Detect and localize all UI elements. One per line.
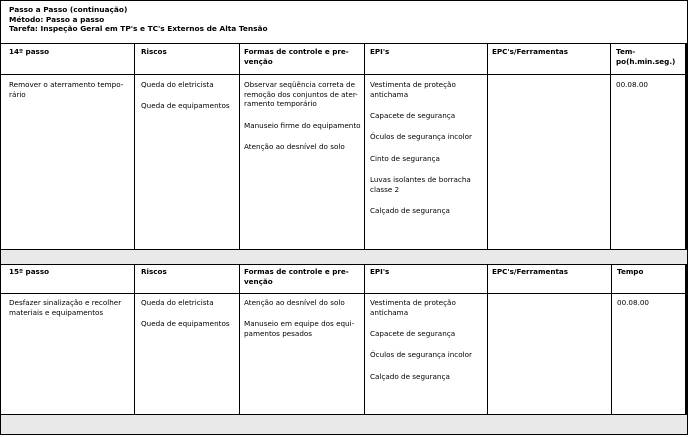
document-header — [9, 5, 268, 34]
risks-list — [141, 298, 230, 329]
step-description: Desfazer sinalização e recolher materiais e equipamentos — [9, 298, 122, 317]
risks-heading: Riscos — [141, 47, 167, 56]
column-divider — [364, 43, 365, 249]
step-description: Remover o aterramento tempo- rário — [9, 80, 124, 99]
header-title: Passo a Passo (continuação) — [9, 5, 128, 14]
column-divider — [134, 264, 135, 414]
risks-heading: Riscos — [141, 267, 167, 276]
column-divider — [239, 43, 240, 249]
list-item: Vestimenta de proteção antichama — [370, 298, 456, 317]
section-separator — [1, 249, 687, 264]
epc-heading: EPC's/Ferramentas — [492, 267, 569, 276]
divider — [1, 293, 687, 294]
header-method: Método: Passo a passo — [9, 14, 105, 24]
epi-heading: EPI's — [370, 267, 390, 276]
risks-list — [141, 80, 230, 111]
step-heading: 15º passo — [9, 267, 50, 276]
list-item: Queda de equipamentos — [141, 319, 230, 329]
list-item: Atenção ao desnível do solo — [244, 298, 345, 307]
list-item: Vestimenta de proteção antichama — [370, 80, 456, 99]
divider — [1, 414, 687, 415]
divider — [1, 249, 687, 250]
step-heading: 14º passo — [9, 47, 50, 56]
time-value: 00.08.00 — [617, 298, 650, 307]
list-item: Cinto de segurança — [370, 153, 440, 163]
list-item: Queda do eletricista — [141, 80, 214, 89]
controls-list — [244, 80, 361, 152]
column-divider — [239, 264, 240, 414]
time-heading: Tem- po(h.min.seg.) — [616, 47, 676, 66]
list-item: Luvas isolantes de borracha classe 2 — [370, 175, 471, 194]
divider — [1, 264, 687, 265]
epi-heading: EPI's — [370, 47, 390, 56]
controls-heading: Formas de controle e pre- venção — [244, 267, 349, 286]
divider — [1, 74, 687, 75]
column-divider — [364, 264, 365, 414]
list-item: Manuseio em equipe dos equi- pamentos pesados — [244, 319, 355, 338]
controls-heading: Formas de controle e pre- venção — [244, 47, 349, 66]
table-edge — [685, 264, 687, 414]
list-item: Manuseio firme do equipamento — [244, 120, 361, 130]
list-item: Calçado de segurança — [370, 371, 450, 381]
column-divider — [134, 43, 135, 249]
list-item: Capacete de segurança — [370, 110, 456, 120]
list-item: Calçado de segurança — [370, 206, 450, 216]
list-item: Óculos de segurança incolor — [370, 132, 472, 142]
time-value: 00.08.00 — [616, 80, 649, 89]
epc-heading: EPC's/Ferramentas — [492, 47, 569, 56]
header-task: Tarefa: Inspeção Geral em TP's e TC's Externos de Alta Tensão — [9, 24, 268, 33]
column-divider — [611, 264, 612, 414]
section-separator — [1, 414, 687, 434]
divider — [1, 43, 687, 44]
list-item: Capacete de segurança — [370, 328, 456, 338]
column-divider — [610, 43, 611, 249]
table-edge — [685, 43, 687, 249]
list-item: Queda do eletricista — [141, 298, 214, 307]
epi-list — [370, 80, 472, 216]
list-item: Queda de equipamentos — [141, 101, 230, 111]
column-divider — [487, 264, 488, 414]
list-item: Atenção ao desnível do solo — [244, 141, 345, 151]
column-divider — [487, 43, 488, 249]
list-item: Observar seqüência correta de remoção dos conjuntos de ater- ramento temporário — [244, 80, 358, 109]
list-item: Óculos de segurança incolor — [370, 350, 472, 360]
controls-list — [244, 298, 354, 339]
time-heading: Tempo — [617, 267, 644, 276]
epi-list — [370, 298, 472, 381]
